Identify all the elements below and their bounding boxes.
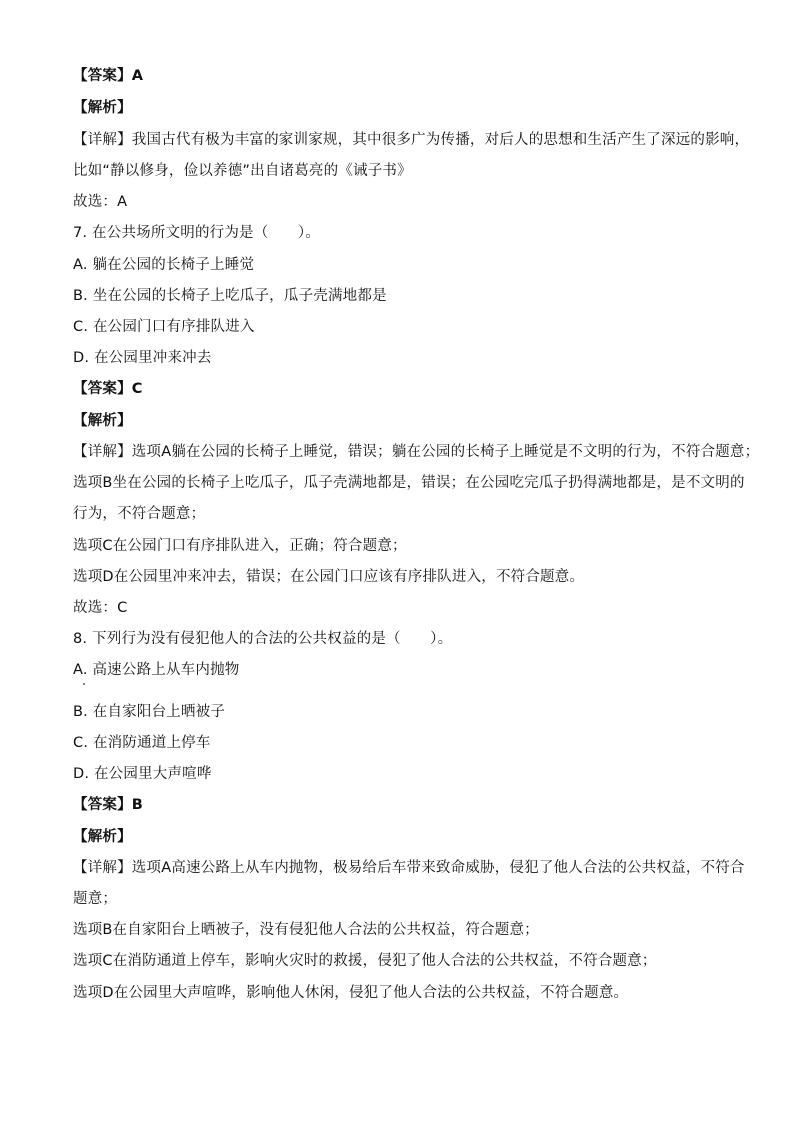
q7-answer-label: 【答案】C xyxy=(73,381,143,397)
q6-detail-line: 比如“静以修身，俭以养德”出自诸葛亮的《诫子书》 xyxy=(73,163,412,179)
q7-option-c: C. 在公园门口有序排队进入 xyxy=(73,319,255,335)
q8-option-a: A. 高速公路上从车内抛物 xyxy=(73,662,240,678)
q8-option-c: C. 在消防通道上停车 xyxy=(73,735,211,751)
q7-detail-line: 选项C在公园门口有序排队进入，正确；符合题意； xyxy=(73,538,407,554)
q8-option-d: D. 在公园里大声喧哗 xyxy=(73,766,212,782)
q8-answer-label: 【答案】B xyxy=(73,797,144,813)
q7-detail-line: 选项B坐在公园的长椅子上吃瓜子，瓜子壳满地都是，错误；在公园吃完瓜子扔得满地都是，是不文明的 xyxy=(73,475,745,491)
q8-analysis-label: 【解析】 xyxy=(73,829,132,845)
q7-detail-line: 选项D在公园里冲来冲去，错误；在公园门口应该有序排队进入，不符合题意。 xyxy=(73,569,585,585)
q6-analysis-label: 【解析】 xyxy=(73,100,132,116)
q8-detail-line: 【详解】选项A高速公路上从车内抛物，极易给后车带来致命威胁，侵犯了他人合法的公共权益，不符合 xyxy=(73,860,745,876)
q8-option-b: B. 在自家阳台上晒被子 xyxy=(73,704,226,720)
q7-detail-line: 【详解】选项A躺在公园的长椅子上睡觉，错误；躺在公园的长椅子上睡觉是不文明的行为，不符合题意； xyxy=(73,444,760,460)
q7-question-stem: 7. 在公共场所文明的行为是（ ）。 xyxy=(73,225,320,241)
q6-choice-line: 故选：A xyxy=(73,194,128,210)
q7-option-b: B. 坐在公园的长椅子上吃瓜子，瓜子壳满地都是 xyxy=(73,288,387,304)
q6-detail-line: 【详解】我国古代有极为丰富的家训家规，其中很多广为传播，对后人的思想和生活产生了深远的影响， xyxy=(73,132,750,148)
q7-choice-line: 故选：C xyxy=(73,600,128,616)
q8-detail-line: 选项D在公园里大声喧哗，影响他人休闲，侵犯了他人合法的公共权益，不符合题意。 xyxy=(73,985,629,1001)
q7-detail-line: 行为，不符合题意； xyxy=(73,506,206,522)
q7-option-a: A. 躺在公园的长椅子上睡觉 xyxy=(73,257,255,273)
q7-analysis-label: 【解析】 xyxy=(73,413,132,429)
stray-dot-mark xyxy=(83,683,85,685)
q8-detail-line: 选项C在消防通道上停车，影响火灾时的救援，侵犯了他人合法的公共权益，不符合题意； xyxy=(73,953,657,969)
q8-detail-line: 选项B在自家阳台上晒被子，没有侵犯他人合法的公共权益，符合题意； xyxy=(73,922,539,938)
q8-detail-line: 题意； xyxy=(73,891,118,907)
q8-question-stem: 8. 下列行为没有侵犯他人的合法的公共权益的是（ ）。 xyxy=(73,631,453,647)
q6-answer-label: 【答案】A xyxy=(73,68,144,84)
q7-option-d: D. 在公园里冲来冲去 xyxy=(73,350,212,366)
